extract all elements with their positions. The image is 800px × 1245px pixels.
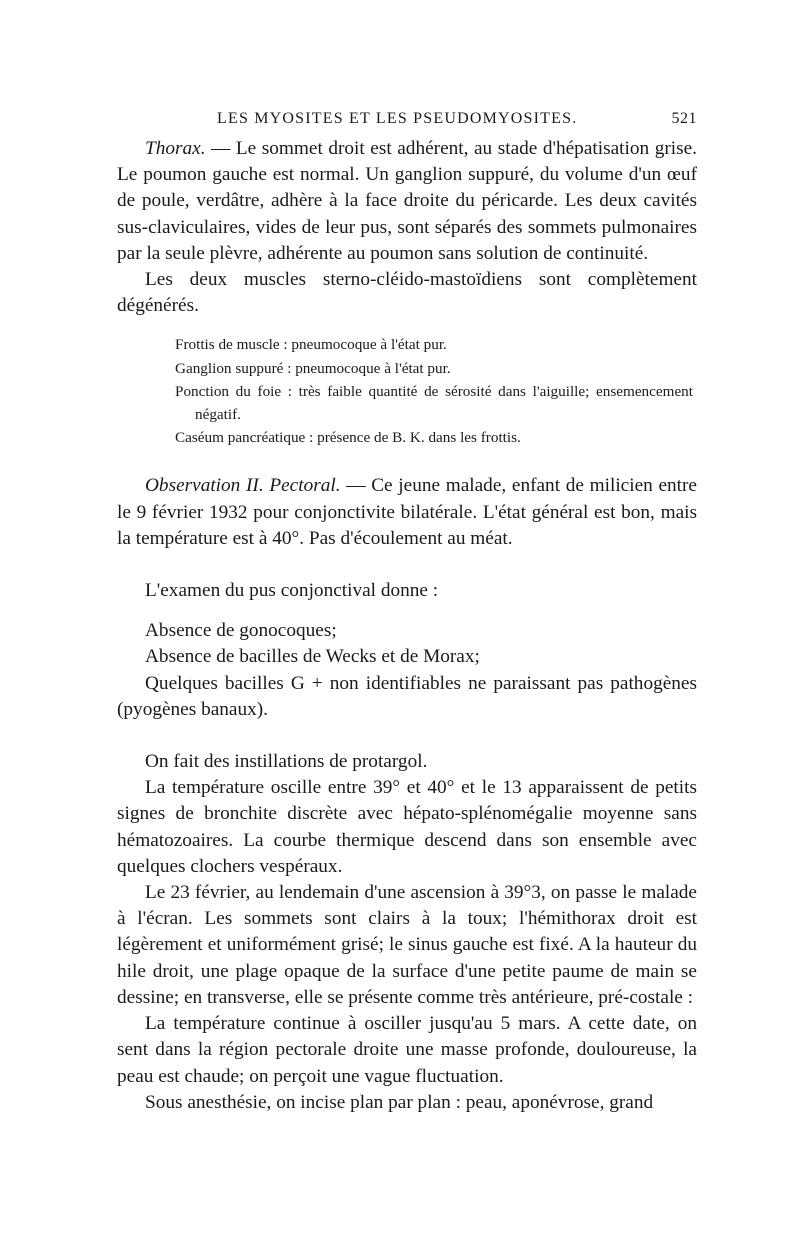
- paragraph-temperature: La température oscille entre 39° et 40° et le 13 apparaissent de petits signes de bronchite discrète avec hépato-splénomégalie moyenne sans hématozoaires. La courbe thermique descend dans son ensemble avec quelques clochers vespéraux.: [117, 777, 697, 877]
- page-number: 521: [671, 110, 697, 127]
- observation-label: Observation II. Pectoral.: [145, 475, 341, 497]
- thorax-text: — Le sommet droit est adhérent, au stade d'hépatisation grise. Le poumon gauche est normal. Un ganglion suppuré, du volume d'un œuf de poule, verdâtre, adhère à la face droite du péricarde. Les deux cavités sus-claviculaires, vides de leur pus, sont séparés des sommets pulmonaires par la seule plèvre, adhérente au poumon sans solution de continuité.: [117, 138, 697, 264]
- lab-result-3: Ponction du foie : très faible quantité de sérosité dans l'aiguille; ensemencement négatif.: [175, 382, 693, 424]
- paragraph-protargol: On fait des instillations de protargol.: [145, 751, 428, 773]
- exam-result-3: Quelques bacilles G + non identifiables ne paraissant pas pathogènes (pyogènes banaux).: [117, 672, 697, 720]
- paragraph-23-fevrier: Le 23 février, au lendemain d'une ascension à 39°3, on passe le malade à l'écran. Les sommets sont clairs à la toux; l'hémithorax droit est légèrement et uniformément grisé; le sinus gauche est fixé. A la hauteur du hile droit, une plage opaque de la surface d'une petite paume de main se dessine; en transverse, elle se présente comme très antérieure, pré-costale :: [117, 882, 697, 1008]
- paragraph-observation: [117, 473, 697, 552]
- paragraph-thorax: [117, 136, 697, 267]
- lab-result-1: Frottis de muscle : pneumocoque à l'état pur.: [175, 336, 447, 354]
- running-head-title: LES MYOSITES ET LES PSEUDOMYOSITES.: [217, 110, 578, 127]
- thorax-label: Thorax.: [145, 138, 206, 159]
- page: [117, 110, 697, 1116]
- lab-result-2: Ganglion suppuré : pneumocoque à l'état pur.: [175, 359, 451, 377]
- paragraph-anesthesie: Sous anesthésie, on incise plan par plan : peau, aponévrose, grand: [145, 1091, 654, 1113]
- lab-result-4: Caséum pancréatique : présence de B. K. dans les frottis.: [175, 429, 521, 447]
- running-head: [117, 110, 697, 128]
- exam-intro: L'examen du pus conjonctival donne :: [145, 580, 439, 602]
- lab-results: [117, 333, 697, 449]
- exam-result-1: Absence de gonocoques;: [145, 620, 337, 642]
- observation-text: — Ce jeune malade, enfant de milicien entre le 9 février 1932 pour conjonctivite bilatérale. L'état général est bon, mais la température est à 40°. Pas d'écoulement au méat.: [117, 475, 697, 549]
- paragraph-5-mars: La température continue à osciller jusqu'au 5 mars. A cette date, on sent dans la région pectorale droite une masse profonde, douloureuse, la peau est chaude; on perçoit une vague fluctuation.: [117, 1013, 697, 1087]
- exam-result-2: Absence de bacilles de Wecks et de Morax;: [145, 646, 480, 668]
- paragraph-muscles: Les deux muscles sterno-cléido-mastoïdiens sont complètement dégénérés.: [117, 269, 697, 317]
